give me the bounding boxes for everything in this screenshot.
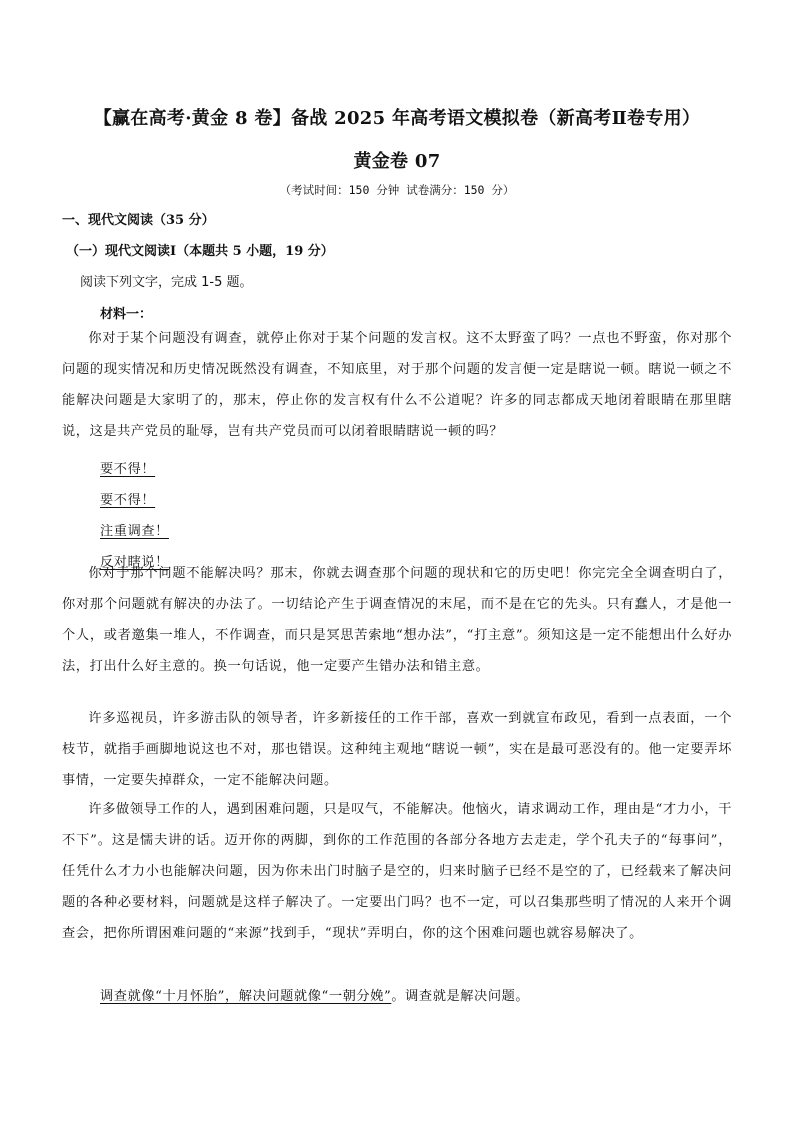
exclamation-line-1: 要不得！ bbox=[100, 462, 156, 477]
exam-subtitle: 黄金卷 07 bbox=[353, 151, 441, 172]
exclamation-line-4: 反对瞎说！ bbox=[100, 555, 169, 570]
reading-instruction: 阅读下列文字，完成 1-5 题。 bbox=[80, 275, 253, 290]
subsection-heading: （一）现代文阅读Ⅰ（本题共 5 小题，19 分） bbox=[66, 244, 334, 259]
closing-line bbox=[100, 985, 529, 1004]
closing-underlined-text: 调查就像“十月怀胎”，解决问题就像“一朝分娩” bbox=[100, 989, 392, 1004]
paragraph-4: 许多做领导工作的人，遇到困难问题，只是叹气，不能解决。他恼火，请求调动工作，理由是“才力小，干不下”。这是懦夫讲的话。迈开你的两脚，到你的工作范围的各部分各地方去走走，学个孔夫子的“每事问”，任凭什么才力小也能解决问题，因为你未出门时脑子是空的，归来时脑子已经不是空的了，已经载来了解决问题的各种必要材料，问题就是这样子解决了。一定要出门吗？也不一定，可以召集那些明了情况的人来开个调查会，把你所谓困难问题的“来源”找到手，“现状”弄明白，你的这个困难问题也就容易解决了。 bbox=[62, 802, 732, 941]
paragraph-3: 许多巡视员，许多游击队的领导者，许多新接任的工作干部，喜欢一到就宣布政见，看到一点表面，一个枝节，就指手画脚地说这也不对，那也错误。这种纯主观地“瞎说一顿”，实在是最可恶没有的。他一定要弄坏事情，一定要失掉群众，一定不能解决问题。 bbox=[62, 711, 732, 788]
exclamation-line-2: 要不得！ bbox=[100, 493, 156, 508]
paragraph-1: 你对于某个问题没有调查，就停止你对于某个问题的发言权。这不太野蛮了吗？一点也不野蛮，你对那个问题的现实情况和历史情况既然没有调查，不知底里，对于那个问题的发言便一定是瞎说一顿。瞎说一顿之不能解决问题是大家明了的，那末，停止你的发言权有什么不公道呢？许多的同志都成天地闭着眼睛在那里瞎说，这是共产党员的耻辱，岂有共产党员而可以闭着眼睛瞎说一顿的吗？ bbox=[62, 331, 732, 439]
closing-rest-text: 。调查就是解决问题。 bbox=[391, 989, 530, 1004]
exam-title: 【赢在高考·黄金 8 卷】备战 2025 年高考语文模拟卷（新高考Ⅱ卷专用） bbox=[93, 108, 701, 129]
section-heading: 一、现代文阅读（35 分） bbox=[62, 213, 215, 228]
material-label: 材料一： bbox=[100, 307, 153, 322]
exam-info: （考试时间：150 分钟 试卷满分：150 分） bbox=[279, 183, 515, 197]
paragraph-2: 你对于那个问题不能解决吗？那末，你就去调查那个问题的现状和它的历史吧！你完完全全调查明白了，你对那个问题就有解决的办法了。一切结论产生于调查情况的末尾，而不是在它的先头。只有蠢人，才是他一个人，或者邀集一堆人，不作调查，而只是冥思苦索地“想办法”，“打主意”。须知这是一定不能想出什么好办法，打出什么好主意的。换一句话说，他一定要产生错办法和错主意。 bbox=[62, 566, 732, 674]
exclamation-line-3: 注重调查！ bbox=[100, 524, 169, 539]
